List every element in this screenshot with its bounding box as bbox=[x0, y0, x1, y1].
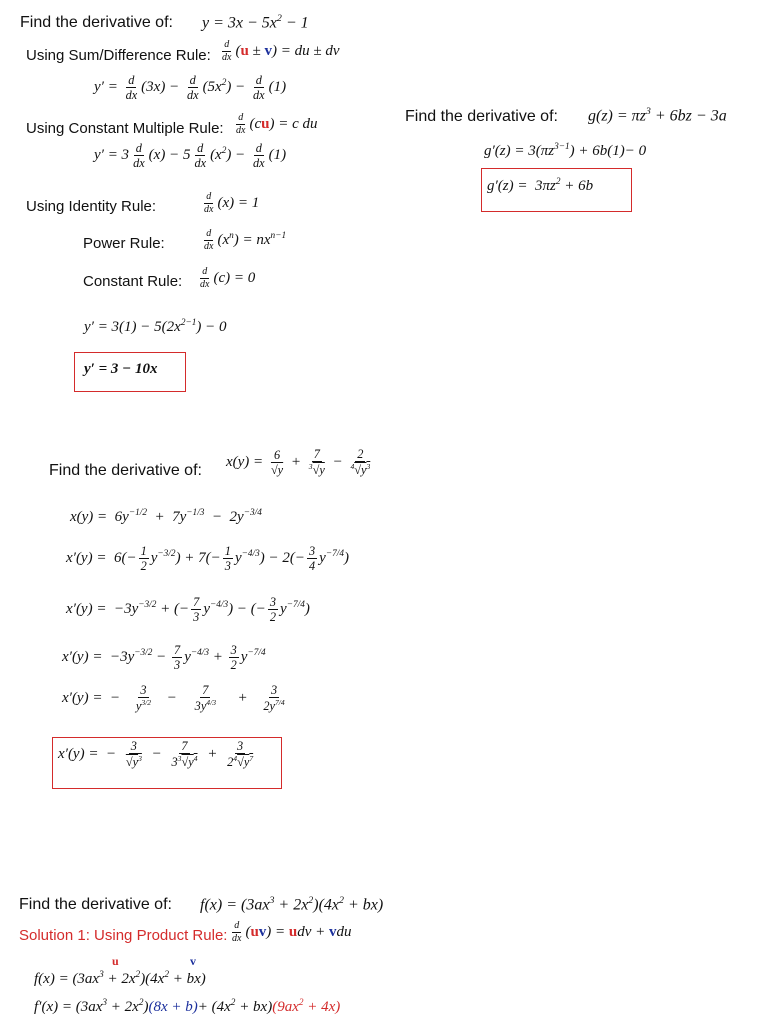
const-mult-label: Using Constant Multiple Rule: bbox=[26, 120, 224, 137]
part3-step3: $x'(y) = -3y^{-3/2}$ + (− $\frac{7}{3}$ $y^{-4/3}$) − (− $\frac{3}{2}$ $y^{-7/4}$) bbox=[66, 595, 310, 625]
part1-title: Find the derivative of: bbox=[20, 14, 173, 31]
part4-function: $f(x) = (3ax^3 + 2x^2)(4x^2 + bx)$ bbox=[200, 895, 384, 914]
part3-answer: x′(y) = − $\frac{3}{√y^3}$ − $\frac{7}{3^3√y^4}$ + $\frac{3}{2^4√y^7}$ bbox=[58, 739, 254, 770]
part1-answer: y′ = 3 − 10x bbox=[84, 361, 158, 377]
const-mult-formula: $\frac{d}{dx}$ (cu) = c du bbox=[236, 112, 318, 136]
v-marker: v bbox=[190, 954, 196, 968]
part3-function: x(y) = $\frac{6}{√y}$ + $\frac{7}{^3√y}$ − $\frac{2}{^4√y^3}$ bbox=[226, 447, 371, 478]
part3-step1: $x(y) = 6y^{-1/2} + 7y^{-1/3} - 2y^{-3/4}$ bbox=[70, 508, 262, 525]
product-rule-formula: $\frac{d}{dx}$ (uv) = udv + vdu bbox=[232, 920, 352, 944]
constant-label: Constant Rule: bbox=[83, 273, 183, 290]
sum-rule-formula: $\frac{d}{dx}$ (u ± v) = du ± dv bbox=[222, 39, 340, 63]
part4-step2: $f'(x) = (3ax^3 + 2x^2)(8x + b)+ (4x^2 + bx)(9ax^2 + 4x)$ bbox=[34, 998, 341, 1015]
part1-step1: y′ = $\frac{d}{dx}$ (3x) − $\frac{d}{dx}$ $(5x^2)$ − $\frac{d}{dx}$ (1) bbox=[94, 73, 287, 103]
part3-title: Find the derivative of: bbox=[49, 462, 202, 479]
u-marker: u bbox=[112, 954, 119, 968]
sum-rule-label: Using Sum/Difference Rule: bbox=[26, 47, 211, 64]
identity-label: Using Identity Rule: bbox=[26, 198, 157, 215]
part4-step1: $f(x) = (3ax^3 + 2x^2)(4x^2 + bx)$ bbox=[34, 970, 206, 987]
part1-step3: $y' = 3(1) - 5(2x^{2-1}) - 0$ bbox=[84, 318, 227, 335]
product-rule-label: Solution 1: Using Product Rule: bbox=[19, 927, 228, 944]
part3-step2: x′(y) = 6(− $\frac{1}{2}$ $y^{-3/2}) + 7(-$ $\frac{1}{3}$ $y^{-4/3}) - 2(-$ $\frac{3}{4}$ $y^{-7/4}$) bbox=[66, 544, 349, 574]
part3-step4: $x'(y) = -3y^{-3/2}$ − $\frac{7}{3}$ $y^{-4/3}$ + $\frac{3}{2}$ $y^{-7/4}$ bbox=[62, 643, 266, 673]
part1-function: $y = 3x - 5x^2 - 1$ bbox=[202, 13, 309, 32]
power-formula: $\frac{d}{dx}$ $(x^n) = nx^{n-1}$ bbox=[204, 228, 287, 252]
part2-function: $g(z) = \pi z^3 + 6bz - 3a$ bbox=[588, 106, 727, 125]
part2-step1: $g'(z) = 3(\pi z^{3-1}) + 6b(1)- 0$ bbox=[484, 142, 647, 159]
identity-formula: $\frac{d}{dx}$ (x) = 1 bbox=[204, 191, 260, 215]
constant-formula: $\frac{d}{dx}$ (c) = 0 bbox=[200, 266, 256, 290]
part2-answer: $g'(z) = 3\pi z^2 + 6b$ bbox=[487, 177, 594, 194]
part2-title: Find the derivative of: bbox=[405, 108, 558, 125]
part3-step5: x′(y) = − $\frac{3}{y^{3/2}}$ − $\frac{7}{3y^{4/3}}$ + $\frac{3}{2y^{7/4}}$ bbox=[62, 683, 285, 714]
part4-title: Find the derivative of: bbox=[19, 896, 172, 913]
part1-step2: y′ = 3 $\frac{d}{dx}$ (x) − 5 $\frac{d}{dx}$ $(x^2)$ − $\frac{d}{dx}$ (1) bbox=[94, 141, 287, 171]
power-label: Power Rule: bbox=[83, 235, 165, 252]
